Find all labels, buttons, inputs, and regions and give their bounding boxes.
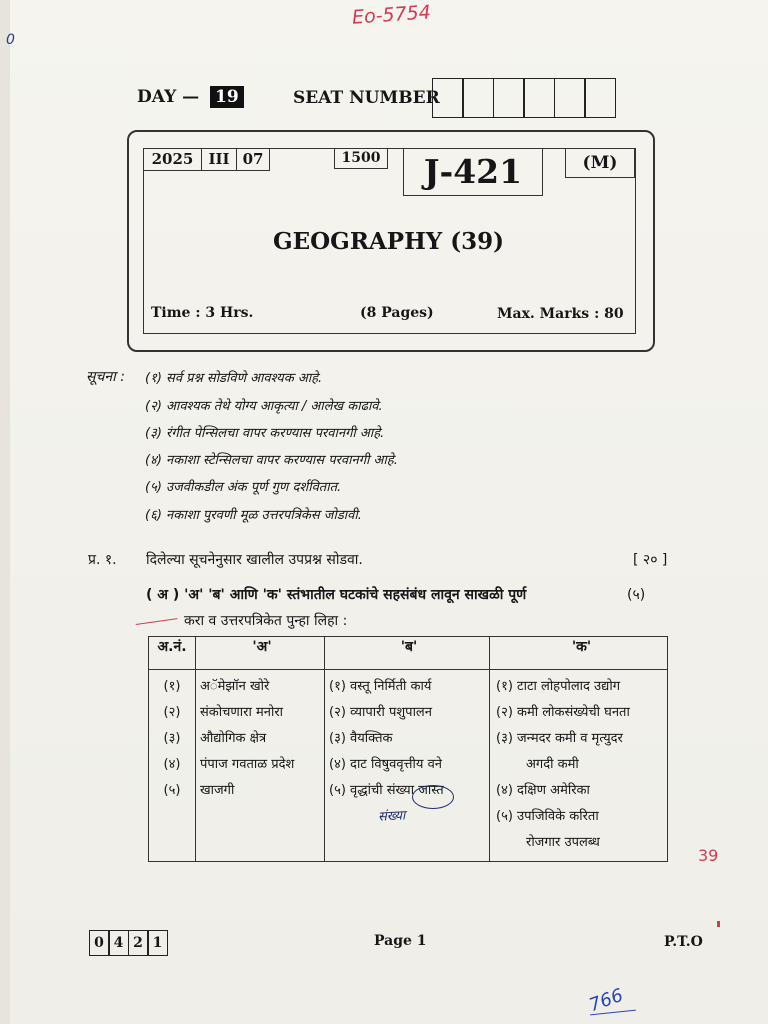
column-header: 'क': [490, 637, 668, 670]
table-cell: खाजगी: [200, 783, 235, 798]
table-cell: (२): [163, 705, 181, 720]
year-box: 2025: [143, 148, 202, 171]
question-marks: [ २० ]: [633, 552, 668, 568]
column-numbers: [149, 670, 196, 862]
handwritten-margin-number: 39: [698, 846, 719, 865]
table-cell: (३) वैयक्तिक: [329, 731, 393, 746]
paper-edge: [0, 0, 10, 1024]
table-cell: संकोचणारा मनोरा: [200, 705, 284, 720]
page-number: Page 1: [374, 933, 427, 949]
table-cell: (१): [163, 679, 181, 694]
table-cell: (२) व्यापारी पशुपालन: [329, 705, 432, 720]
table-cell: (४) दक्षिण अमेरिका: [496, 783, 590, 798]
table-cell: अगदी कमी: [526, 757, 579, 772]
subquestion-text-continued: करा व उत्तरपत्रिकेत पुन्हा लिहा :: [184, 613, 348, 629]
question-number: प्र. १.: [88, 552, 117, 568]
match-table: [148, 636, 668, 862]
table-cell: (१) टाटा लोहपोलाद उद्योग: [496, 679, 621, 694]
instruction-item: (४) नकाशा स्टेन्सिलचा वापर करण्यास परवानगी आहे.: [145, 453, 398, 468]
table-cell: अॅमेझॉन खोरे: [200, 679, 270, 694]
handwritten-correction: संख्या: [377, 808, 406, 825]
subquestion-text: ( अ ) 'अ' 'ब' आणि 'क' स्तंभातील घटकांचे सहसंबंध लावून साखळी पूर्ण: [146, 587, 527, 603]
pto-label: P.T.O: [664, 934, 703, 950]
footer-code-digit: 0: [89, 930, 110, 956]
seat-number-label: SEAT NUMBER: [293, 88, 440, 108]
table-cell: औद्योगिक क्षेत्र: [200, 731, 267, 746]
question-text: दिलेल्या सूचनेनुसार खालील उपप्रश्न सोडवा.: [146, 552, 363, 568]
instructions-label: सूचना :: [86, 369, 125, 385]
column-header: 'अ': [196, 637, 325, 670]
max-marks-label: Max. Marks : 80: [497, 306, 624, 322]
seat-box: [462, 78, 494, 118]
handwritten-top-annotation: Eo-5754: [351, 1, 432, 29]
table-cell: (३) जन्मदर कमी व मृत्युदर: [496, 731, 623, 746]
instruction-item: (६) नकाशा पुरवणी मूळ उत्तरपत्रिकेस जोडावी.: [145, 508, 362, 523]
handwritten-bottom-number: 766: [586, 984, 626, 1017]
table-cell: (५) वृद्धांची संख्या जास्त: [329, 783, 444, 798]
footer-code-digit: 1: [147, 930, 168, 956]
table-cell: (२) कमी लोकसंख्येची घनता: [496, 705, 630, 720]
table-body-row: [149, 670, 668, 862]
subquestion-marks: (५): [627, 587, 646, 603]
footer-code-digit: 2: [128, 930, 149, 956]
footer-code-digit: 4: [108, 930, 129, 956]
table-cell: (४): [163, 757, 181, 772]
table-cell: (५): [163, 783, 181, 798]
column-header: अ.नं.: [149, 637, 196, 670]
column-a: [196, 670, 325, 862]
handwritten-left-mark: 0: [6, 32, 15, 48]
pages-label: (8 Pages): [360, 305, 434, 321]
day-code-box: 07: [236, 148, 270, 171]
paper-code: J-421: [403, 148, 543, 196]
table-cell: रोजगार उपलब्ध: [526, 835, 600, 850]
handwritten-circle: [412, 785, 454, 809]
time-label: Time : 3 Hrs.: [151, 305, 254, 321]
seat-box: [523, 78, 555, 118]
table-header-row: [149, 637, 668, 670]
table-cell: (३): [163, 731, 181, 746]
table-cell: (१) वस्तू निर्मिती कार्य: [329, 679, 432, 694]
red-pen-mark: [717, 921, 720, 927]
footer-code-boxes: [90, 930, 168, 956]
column-b: [325, 670, 490, 862]
medium-box: (M): [565, 148, 635, 178]
instruction-item: (१) सर्व प्रश्न सोडविणे आवश्यक आहे.: [145, 371, 323, 386]
seat-box: [493, 78, 525, 118]
column-c: [490, 670, 668, 862]
table-cell: पंपाज गवताळ प्रदेश: [200, 757, 295, 772]
instruction-item: (३) रंगीत पेन्सिलचा वापर करण्यास परवानगी आहे.: [145, 426, 385, 441]
column-header: 'ब': [325, 637, 490, 670]
seat-number-boxes: [433, 78, 616, 118]
subject-title: GEOGRAPHY (39): [272, 228, 505, 255]
seat-box: [554, 78, 586, 118]
day-number: 19: [210, 86, 244, 108]
red-pen-mark: [136, 618, 179, 631]
instruction-item: (५) उजवीकडील अंक पूर्ण गुण दर्शवितात.: [145, 480, 342, 495]
seat-box: [432, 78, 464, 118]
table-cell: (५) उपजिविके करिता: [496, 809, 599, 824]
count-box: 1500: [334, 148, 388, 169]
instruction-item: (२) आवश्यक तेथे योग्य आकृत्या / आलेख काढावे.: [145, 399, 383, 414]
day-label: DAY —: [137, 87, 200, 107]
session-box: III: [201, 148, 237, 171]
table-cell: (४) दाट विषुववृत्तीय वने: [329, 757, 443, 772]
seat-box: [584, 78, 616, 118]
